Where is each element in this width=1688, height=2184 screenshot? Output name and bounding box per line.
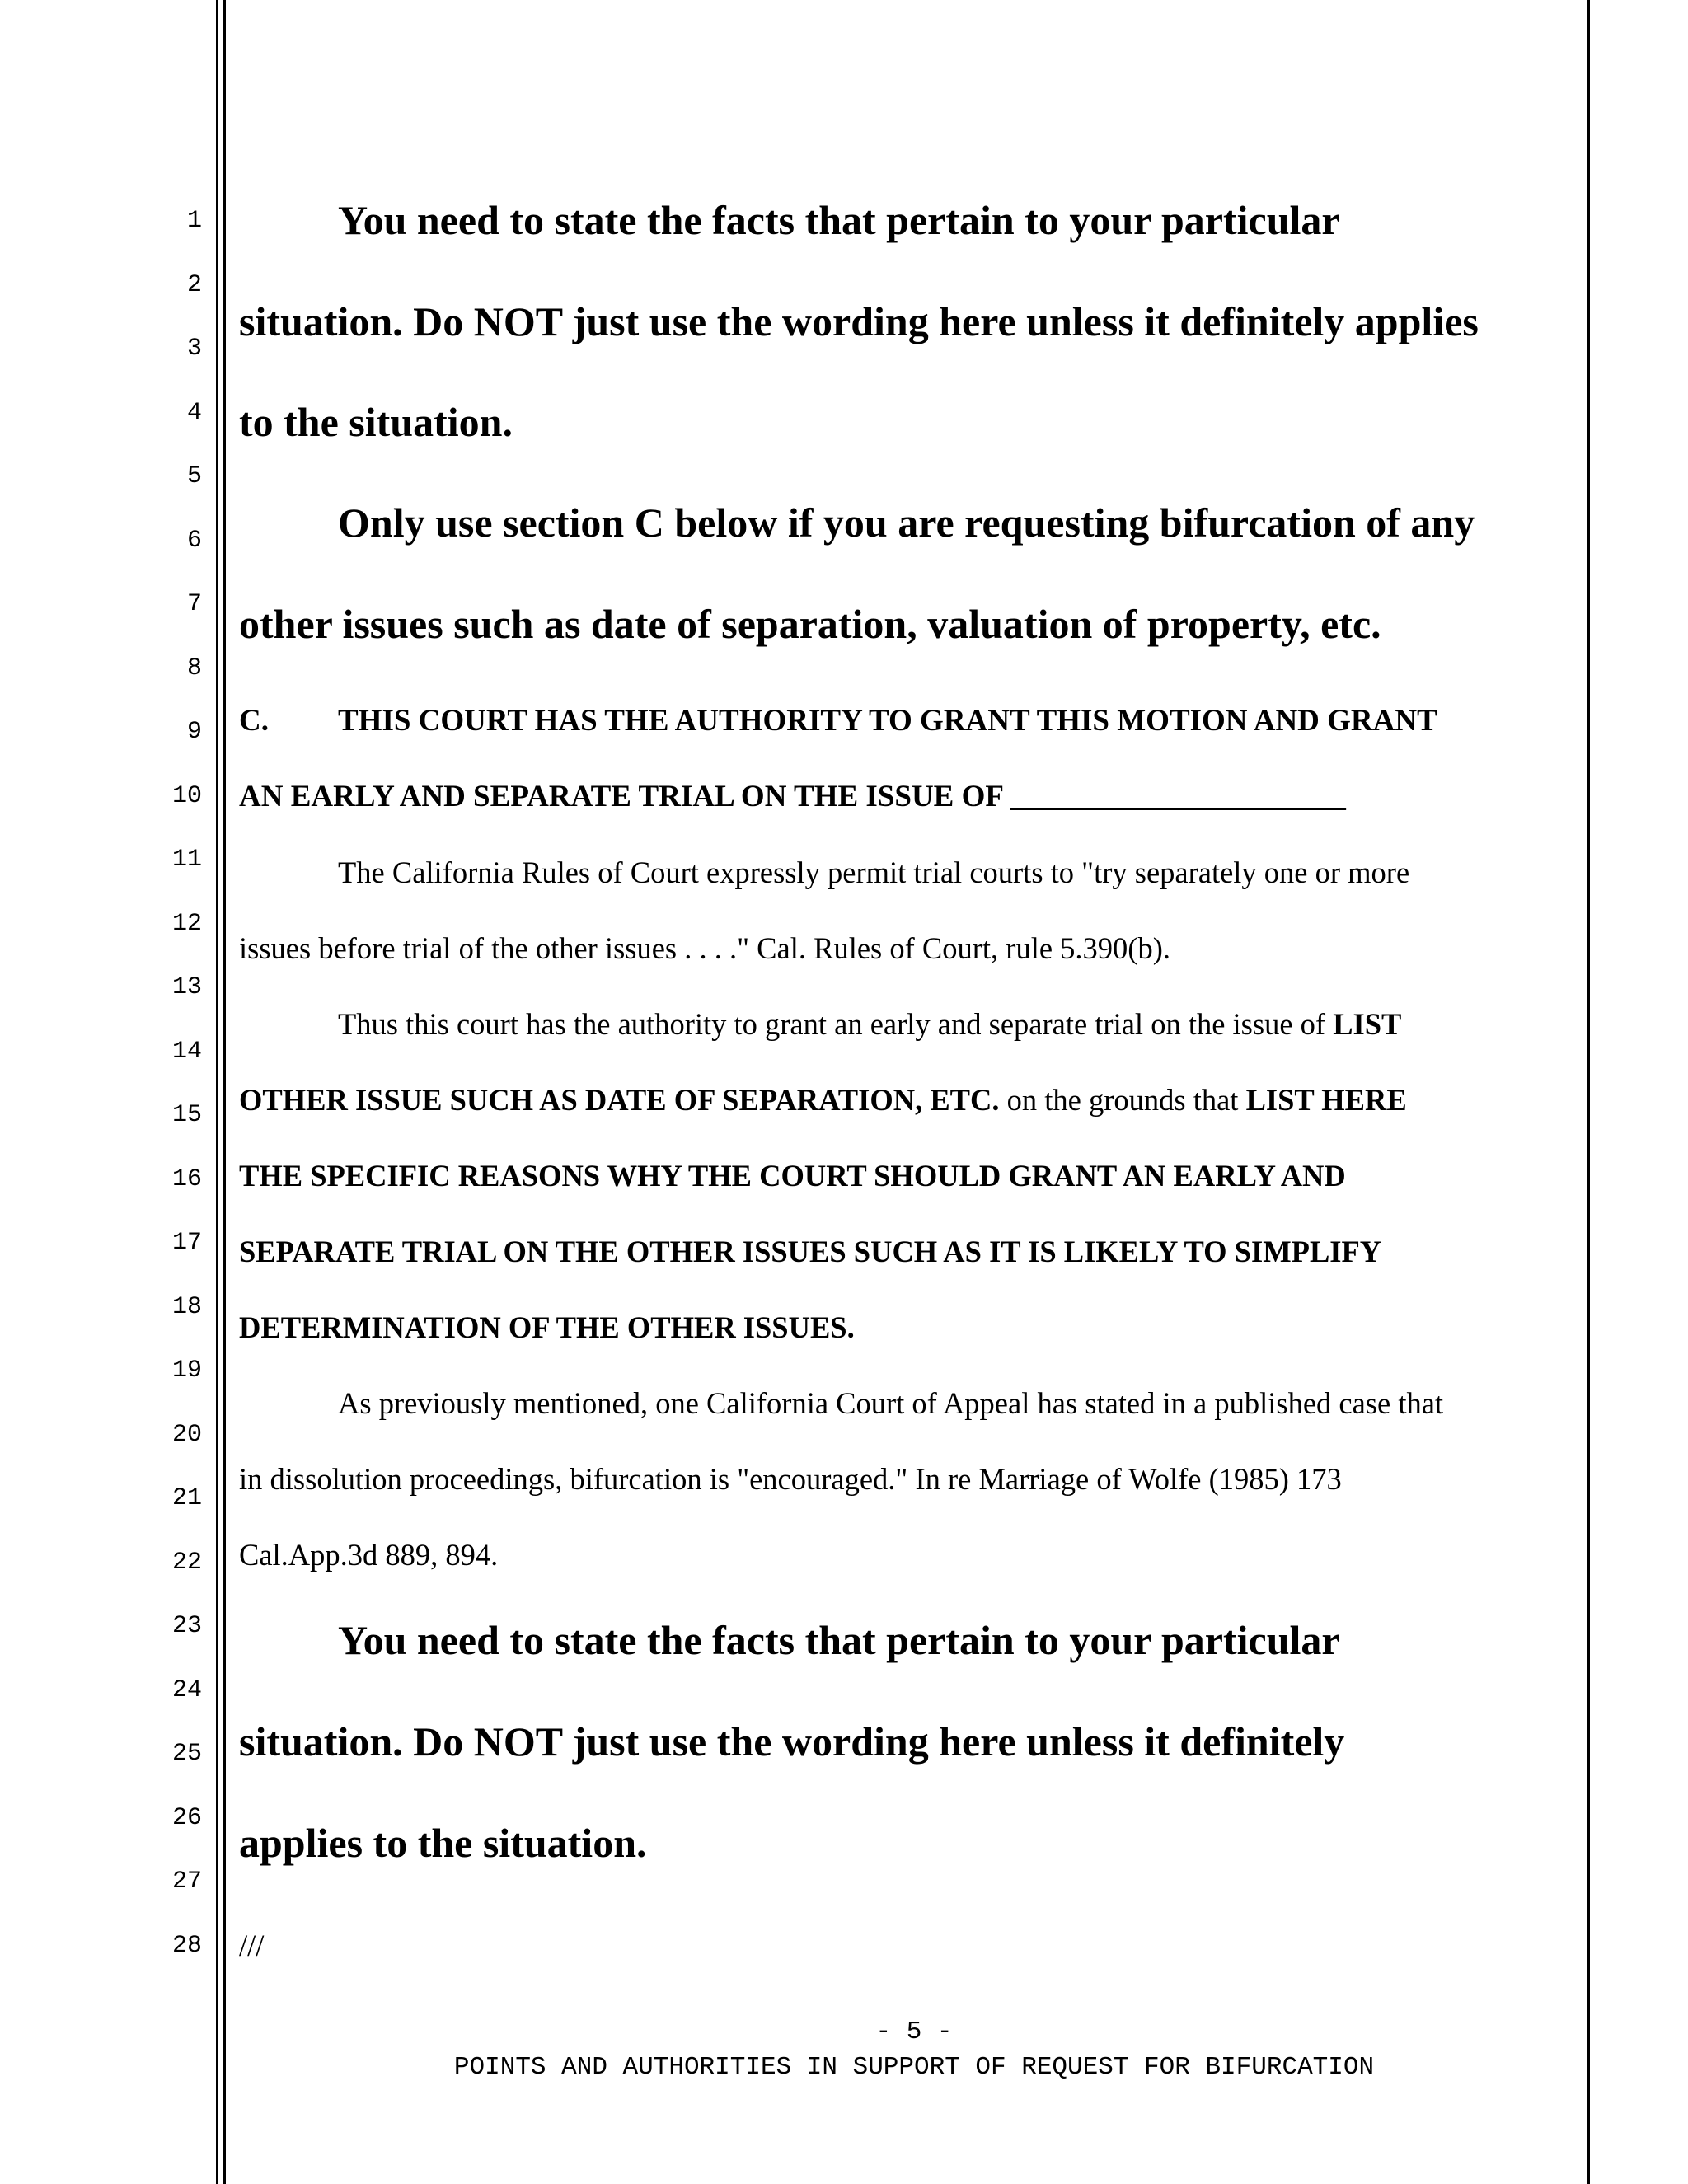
line-number: 12 (171, 910, 202, 938)
heading-c-line-1: THIS COURT HAS THE AUTHORITY TO GRANT THIS MOTION AND GRANT (338, 704, 1437, 738)
footer-page-number: - 5 - (875, 2018, 953, 2046)
line-number: 6 (186, 527, 202, 555)
line-number: 28 (171, 1932, 202, 1960)
line-number: 2 (186, 271, 202, 299)
left-margin-rule-inner (223, 0, 226, 2184)
para-wolfe-line-1: As previously mentioned, one California Court of Appeal has stated in a published case that (338, 1386, 1444, 1420)
line-number: 20 (171, 1421, 202, 1449)
line-number: 7 (186, 590, 202, 618)
para-authority-line-5-bold: DETERMINATION OF THE OTHER ISSUES. (239, 1310, 855, 1344)
heading-c-line-2: AN EARLY AND SEPARATE TRIAL ON THE ISSUE OF ______________________ (239, 780, 1346, 813)
para-authority-line-3 (239, 1157, 1346, 1195)
line-number: 26 (171, 1804, 202, 1832)
left-margin-rule-outer (216, 0, 218, 2184)
line-number: 24 (171, 1676, 202, 1704)
line-number: 25 (171, 1740, 202, 1768)
line-number: 9 (186, 718, 202, 746)
line-number: 21 (171, 1484, 202, 1512)
line-number: 11 (171, 846, 202, 874)
line-number: 3 (186, 335, 202, 363)
line-number: 14 (171, 1038, 202, 1066)
line-number: 10 (171, 782, 202, 810)
notice-section-c-line-2: other issues such as date of separation, valuation of property, etc. (239, 601, 1381, 647)
para-authority-line-2 (239, 1081, 1407, 1119)
para-authority-line-1-text: Thus this court has the authority to grant an early and separate trial on the issue of (338, 1007, 1334, 1041)
notice-section-c-line-1: Only use section C below if you are requesting bifurcation of any (338, 499, 1475, 546)
line-number: 1 (186, 207, 202, 235)
para-authority-line-4-bold: SEPARATE TRIAL ON THE OTHER ISSUES SUCH AS IT IS LIKELY TO SIMPLIFY (239, 1235, 1382, 1268)
notice-top-line-1: You need to state the facts that pertain to your particular (338, 197, 1340, 243)
line-number: 15 (171, 1101, 202, 1129)
line-number: 8 (186, 654, 202, 682)
line-number: 5 (186, 462, 202, 490)
para-authority-line-4 (239, 1233, 1381, 1271)
notice-bottom-line-3: applies to the situation. (239, 1820, 647, 1866)
line-number: 27 (171, 1868, 202, 1896)
heading-c-label: C. (239, 704, 269, 738)
notice-top-line-3: to the situation. (239, 399, 513, 445)
para-authority-line-1-bold: LIST (1333, 1007, 1402, 1041)
notice-bottom-line-2: situation. Do NOT just use the wording here unless it definitely (239, 1718, 1345, 1765)
para-authority-line-2-text: on the grounds that (999, 1083, 1246, 1117)
line-number: 4 (186, 399, 202, 427)
footer-title: POINTS AND AUTHORITIES IN SUPPORT OF REQUEST FOR BIFURCATION (453, 2053, 1375, 2082)
line-number: 18 (171, 1293, 202, 1321)
notice-top-line-2: situation. Do NOT just use the wording here unless it definitely applies (239, 298, 1479, 344)
para-authority-line-2-bold: OTHER ISSUE SUCH AS DATE OF SEPARATION, ETC. (239, 1083, 1000, 1117)
pleading-line-numbers (148, 0, 202, 1978)
line-number: 19 (171, 1357, 202, 1385)
line-number: 13 (171, 973, 202, 1001)
para-wolfe-line-3: Cal.App.3d 889, 894. (239, 1538, 499, 1572)
notice-bottom-line-1: You need to state the facts that pertain to your particular (338, 1617, 1340, 1663)
para-authority-line-2-bold-2: LIST HERE (1245, 1083, 1407, 1117)
right-margin-rule (1587, 0, 1590, 2184)
para-authority-line-1 (338, 1005, 1401, 1043)
para-wolfe-line-2: in dissolution proceedings, bifurcation is "encouraged." In re Marriage of Wolfe (1985) 173 (239, 1462, 1342, 1496)
continuation-mark: /// (239, 1929, 265, 1962)
para-authority-line-5 (239, 1309, 855, 1347)
para-rules-line-1: The California Rules of Court expressly permit trial courts to "try separately one or more (338, 855, 1410, 889)
line-number: 16 (171, 1165, 202, 1193)
line-number: 17 (171, 1229, 202, 1257)
line-number: 23 (171, 1612, 202, 1640)
para-authority-line-3-bold: THE SPECIFIC REASONS WHY THE COURT SHOULD GRANT AN EARLY AND (239, 1159, 1346, 1193)
para-rules-line-2: issues before trial of the other issues . . . ." Cal. Rules of Court, rule 5.390(b). (239, 931, 1170, 965)
line-number: 22 (171, 1549, 202, 1577)
